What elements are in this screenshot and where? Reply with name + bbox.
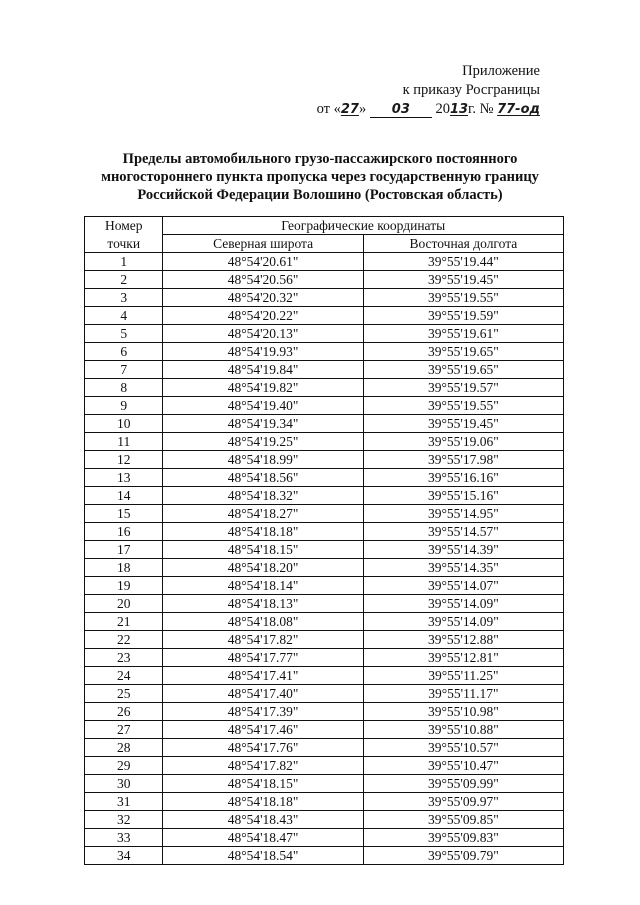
latitude-cell: 48°54'17.46" bbox=[163, 721, 363, 739]
latitude-cell: 48°54'17.39" bbox=[163, 703, 363, 721]
latitude-cell: 48°54'20.13" bbox=[163, 325, 363, 343]
point-number-cell: 1 bbox=[85, 253, 163, 271]
table-row bbox=[85, 343, 564, 361]
table-row bbox=[85, 847, 564, 865]
date-month-blank bbox=[370, 102, 432, 118]
point-number-cell: 29 bbox=[85, 757, 163, 775]
point-number-cell: 31 bbox=[85, 793, 163, 811]
latitude-cell: 48°54'20.61" bbox=[163, 253, 363, 271]
longitude-cell: 39°55'11.25" bbox=[363, 667, 563, 685]
header-east-longitude: Восточная долгота bbox=[363, 235, 563, 253]
longitude-cell: 39°55'14.39" bbox=[363, 541, 563, 559]
date-month-handwritten: 03 bbox=[391, 102, 410, 117]
table-row bbox=[85, 379, 564, 397]
longitude-cell: 39°55'14.57" bbox=[363, 523, 563, 541]
table-row bbox=[85, 649, 564, 667]
longitude-cell: 39°55'19.55" bbox=[363, 289, 563, 307]
table-row bbox=[85, 487, 564, 505]
point-number-cell: 11 bbox=[85, 433, 163, 451]
point-number-cell: 14 bbox=[85, 487, 163, 505]
point-number-cell: 7 bbox=[85, 361, 163, 379]
table-row bbox=[85, 685, 564, 703]
table-row bbox=[85, 631, 564, 649]
table-row bbox=[85, 541, 564, 559]
year-postfix: г. № bbox=[468, 101, 494, 117]
point-number-cell: 30 bbox=[85, 775, 163, 793]
longitude-cell: 39°55'10.47" bbox=[363, 757, 563, 775]
longitude-cell: 39°55'14.09" bbox=[363, 595, 563, 613]
table-row bbox=[85, 829, 564, 847]
longitude-cell: 39°55'19.44" bbox=[363, 253, 563, 271]
latitude-cell: 48°54'18.32" bbox=[163, 487, 363, 505]
year-prefix: 20 bbox=[435, 101, 450, 117]
point-number-cell: 13 bbox=[85, 469, 163, 487]
longitude-cell: 39°55'14.95" bbox=[363, 505, 563, 523]
title-line-1: Пределы автомобильного грузо-пассажирского постоянного bbox=[122, 151, 518, 167]
longitude-cell: 39°55'09.85" bbox=[363, 811, 563, 829]
order-number-handwritten: 77-од bbox=[497, 102, 540, 117]
latitude-cell: 48°54'18.43" bbox=[163, 811, 363, 829]
point-number-cell: 34 bbox=[85, 847, 163, 865]
longitude-cell: 39°55'14.09" bbox=[363, 613, 563, 631]
point-number-cell: 17 bbox=[85, 541, 163, 559]
header-north-latitude: Северная широта bbox=[163, 235, 363, 253]
longitude-cell: 39°55'12.81" bbox=[363, 649, 563, 667]
point-number-cell: 10 bbox=[85, 415, 163, 433]
title-line-3: Российской Федерации Волошино (Ростовская область) bbox=[137, 187, 503, 203]
table-row bbox=[85, 721, 564, 739]
longitude-cell: 39°55'14.35" bbox=[363, 559, 563, 577]
latitude-cell: 48°54'17.76" bbox=[163, 739, 363, 757]
longitude-cell: 39°55'19.61" bbox=[363, 325, 563, 343]
table-row bbox=[85, 253, 564, 271]
table-row bbox=[85, 613, 564, 631]
latitude-cell: 48°54'18.20" bbox=[163, 559, 363, 577]
longitude-cell: 39°55'17.98" bbox=[363, 451, 563, 469]
coordinates-table bbox=[84, 216, 564, 865]
point-number-cell: 8 bbox=[85, 379, 163, 397]
point-number-cell: 28 bbox=[85, 739, 163, 757]
table-row bbox=[85, 577, 564, 595]
longitude-cell: 39°55'19.45" bbox=[363, 415, 563, 433]
longitude-cell: 39°55'19.06" bbox=[363, 433, 563, 451]
longitude-cell: 39°55'09.79" bbox=[363, 847, 563, 865]
point-number-cell: 32 bbox=[85, 811, 163, 829]
table-row bbox=[85, 433, 564, 451]
latitude-cell: 48°54'18.27" bbox=[163, 505, 363, 523]
point-number-cell: 21 bbox=[85, 613, 163, 631]
latitude-cell: 48°54'20.56" bbox=[163, 271, 363, 289]
table-row bbox=[85, 757, 564, 775]
point-number-cell: 5 bbox=[85, 325, 163, 343]
table-row bbox=[85, 703, 564, 721]
table-row bbox=[85, 397, 564, 415]
longitude-cell: 39°55'19.65" bbox=[363, 361, 563, 379]
table-row bbox=[85, 469, 564, 487]
appendix-date-line bbox=[0, 100, 540, 119]
point-number-cell: 25 bbox=[85, 685, 163, 703]
point-number-cell: 15 bbox=[85, 505, 163, 523]
latitude-cell: 48°54'18.14" bbox=[163, 577, 363, 595]
latitude-cell: 48°54'17.40" bbox=[163, 685, 363, 703]
latitude-cell: 48°54'18.15" bbox=[163, 775, 363, 793]
table-row bbox=[85, 451, 564, 469]
latitude-cell: 48°54'18.13" bbox=[163, 595, 363, 613]
latitude-cell: 48°54'19.82" bbox=[163, 379, 363, 397]
latitude-cell: 48°54'17.82" bbox=[163, 631, 363, 649]
latitude-cell: 48°54'17.41" bbox=[163, 667, 363, 685]
latitude-cell: 48°54'19.84" bbox=[163, 361, 363, 379]
table-row bbox=[85, 775, 564, 793]
longitude-cell: 39°55'11.17" bbox=[363, 685, 563, 703]
point-number-cell: 9 bbox=[85, 397, 163, 415]
table-row bbox=[85, 289, 564, 307]
point-number-cell: 26 bbox=[85, 703, 163, 721]
table-row bbox=[85, 559, 564, 577]
table-row bbox=[85, 505, 564, 523]
point-number-cell: 20 bbox=[85, 595, 163, 613]
longitude-cell: 39°55'09.99" bbox=[363, 775, 563, 793]
table-row bbox=[85, 811, 564, 829]
header-point-number-top: Номер bbox=[85, 217, 163, 235]
table-row bbox=[85, 271, 564, 289]
point-number-cell: 3 bbox=[85, 289, 163, 307]
table-row bbox=[85, 307, 564, 325]
longitude-cell: 39°55'19.45" bbox=[363, 271, 563, 289]
title-line-2: многостороннего пункта пропуска через государственную границу bbox=[101, 169, 539, 185]
longitude-cell: 39°55'19.55" bbox=[363, 397, 563, 415]
longitude-cell: 39°55'10.98" bbox=[363, 703, 563, 721]
latitude-cell: 48°54'18.47" bbox=[163, 829, 363, 847]
appendix-header bbox=[0, 62, 540, 119]
latitude-cell: 48°54'19.93" bbox=[163, 343, 363, 361]
longitude-cell: 39°55'10.57" bbox=[363, 739, 563, 757]
table-row bbox=[85, 325, 564, 343]
point-number-cell: 2 bbox=[85, 271, 163, 289]
header-geo-coordinates: Географические координаты bbox=[163, 217, 564, 235]
table-row bbox=[85, 667, 564, 685]
point-number-cell: 33 bbox=[85, 829, 163, 847]
latitude-cell: 48°54'20.22" bbox=[163, 307, 363, 325]
longitude-cell: 39°55'15.16" bbox=[363, 487, 563, 505]
appendix-label: Приложение bbox=[462, 63, 540, 79]
longitude-cell: 39°55'09.97" bbox=[363, 793, 563, 811]
year-suffix-handwritten: 13 bbox=[449, 102, 469, 117]
longitude-cell: 39°55'16.16" bbox=[363, 469, 563, 487]
longitude-cell: 39°55'19.65" bbox=[363, 343, 563, 361]
table-body bbox=[85, 253, 564, 865]
date-day-handwritten: 27 bbox=[340, 102, 359, 117]
point-number-cell: 27 bbox=[85, 721, 163, 739]
latitude-cell: 48°54'19.34" bbox=[163, 415, 363, 433]
point-number-cell: 4 bbox=[85, 307, 163, 325]
point-number-cell: 18 bbox=[85, 559, 163, 577]
point-number-cell: 12 bbox=[85, 451, 163, 469]
table-row bbox=[85, 793, 564, 811]
point-number-cell: 24 bbox=[85, 667, 163, 685]
table-row bbox=[85, 739, 564, 757]
latitude-cell: 48°54'19.40" bbox=[163, 397, 363, 415]
table-row bbox=[85, 523, 564, 541]
table-row bbox=[85, 415, 564, 433]
latitude-cell: 48°54'17.82" bbox=[163, 757, 363, 775]
date-mid: » bbox=[358, 101, 367, 117]
point-number-cell: 23 bbox=[85, 649, 163, 667]
table-row bbox=[85, 595, 564, 613]
latitude-cell: 48°54'18.56" bbox=[163, 469, 363, 487]
latitude-cell: 48°54'20.32" bbox=[163, 289, 363, 307]
point-number-cell: 16 bbox=[85, 523, 163, 541]
longitude-cell: 39°55'19.57" bbox=[363, 379, 563, 397]
longitude-cell: 39°55'12.88" bbox=[363, 631, 563, 649]
latitude-cell: 48°54'18.15" bbox=[163, 541, 363, 559]
longitude-cell: 39°55'10.88" bbox=[363, 721, 563, 739]
longitude-cell: 39°55'09.83" bbox=[363, 829, 563, 847]
latitude-cell: 48°54'18.08" bbox=[163, 613, 363, 631]
point-number-cell: 19 bbox=[85, 577, 163, 595]
latitude-cell: 48°54'18.54" bbox=[163, 847, 363, 865]
point-number-cell: 22 bbox=[85, 631, 163, 649]
date-prefix: от « bbox=[316, 101, 341, 117]
header-point-number-bottom: точки bbox=[85, 235, 163, 253]
point-number-cell: 6 bbox=[85, 343, 163, 361]
latitude-cell: 48°54'19.25" bbox=[163, 433, 363, 451]
longitude-cell: 39°55'14.07" bbox=[363, 577, 563, 595]
document-title bbox=[60, 150, 580, 204]
latitude-cell: 48°54'18.18" bbox=[163, 523, 363, 541]
latitude-cell: 48°54'18.18" bbox=[163, 793, 363, 811]
appendix-order-ref: к приказу Росграницы bbox=[402, 82, 540, 98]
latitude-cell: 48°54'17.77" bbox=[163, 649, 363, 667]
latitude-cell: 48°54'18.99" bbox=[163, 451, 363, 469]
table-row bbox=[85, 361, 564, 379]
longitude-cell: 39°55'19.59" bbox=[363, 307, 563, 325]
